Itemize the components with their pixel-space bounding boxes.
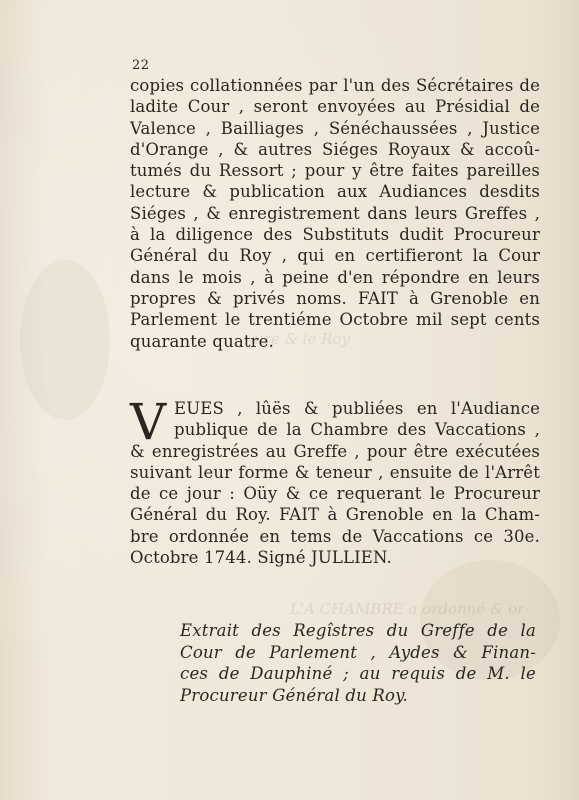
text-line: Parlement le trentiéme Octobre mil sept cents [130,310,540,330]
text-line: bre ordonnée en tems de Vaccations ce 30e. [130,526,540,546]
text-line: & enregistrées au Greffe , pour être exécutées [130,441,540,461]
text-line: d'Orange , & autres Siéges Royaux & accoû- [130,139,540,159]
paragraph-registration [130,393,540,568]
drop-cap: V [130,393,167,451]
text-line: dans le mois , à peine d'en répondre en leurs [130,267,540,287]
text-line: lecture & publication aux Audiances desdits [130,182,540,202]
text-line: Général du Roy. FAIT à Grenoble en la Cham- [130,505,540,525]
text-line: suivant leur forme & teneur , ensuite de l'Arrêt [130,462,540,482]
text-line: Siéges , & enregistrement dans leurs Greffes , [130,203,540,223]
bleed-through-text: aire & le Roy [250,330,350,348]
text-line: Général du Roy , qui en certifieront la Cour [130,246,540,266]
text-line: ladite Cour , seront envoyées au Présidial de [130,97,540,117]
extract-line: ces de Dauphiné ; au requis de M. le [180,664,536,683]
text-line: propres & privés noms. FAIT à Grenoble en [130,288,540,308]
text-line: à la diligence des Substituts dudit Procureur [130,225,540,245]
text-line: quarante quatre. [130,331,274,351]
text-line: tumés du Ressort ; pour y être faites pareilles [130,161,540,181]
page-number: 22 [132,58,150,73]
text-line: de ce jour : Oüy & ce requerant le Procureur [130,484,540,504]
text-line: publique de la Chambre des Vaccations , [174,420,540,440]
text-line: EUES , lûës & publiées en l'Audiance [174,399,540,418]
register-extract [180,620,536,706]
extract-line: Extrait des Regîstres du Greffe de la [180,621,536,640]
extract-line: Procureur Général du Roy. [180,685,408,705]
text-line: copies collationnées par l'un des Sécrétaires de [130,76,540,95]
paragraph-main [130,75,540,352]
paper-stain [20,260,110,420]
text-line: Octobre 1744. Signé JULLIEN. [130,548,392,568]
text-line: Valence , Bailliages , Sénéchaussées , Justice [130,118,540,138]
bleed-through-text: L'A CHAMBRE a ordonné & or- [290,600,530,618]
extract-line: Cour de Parlement , Aydes & Finan- [180,642,536,662]
